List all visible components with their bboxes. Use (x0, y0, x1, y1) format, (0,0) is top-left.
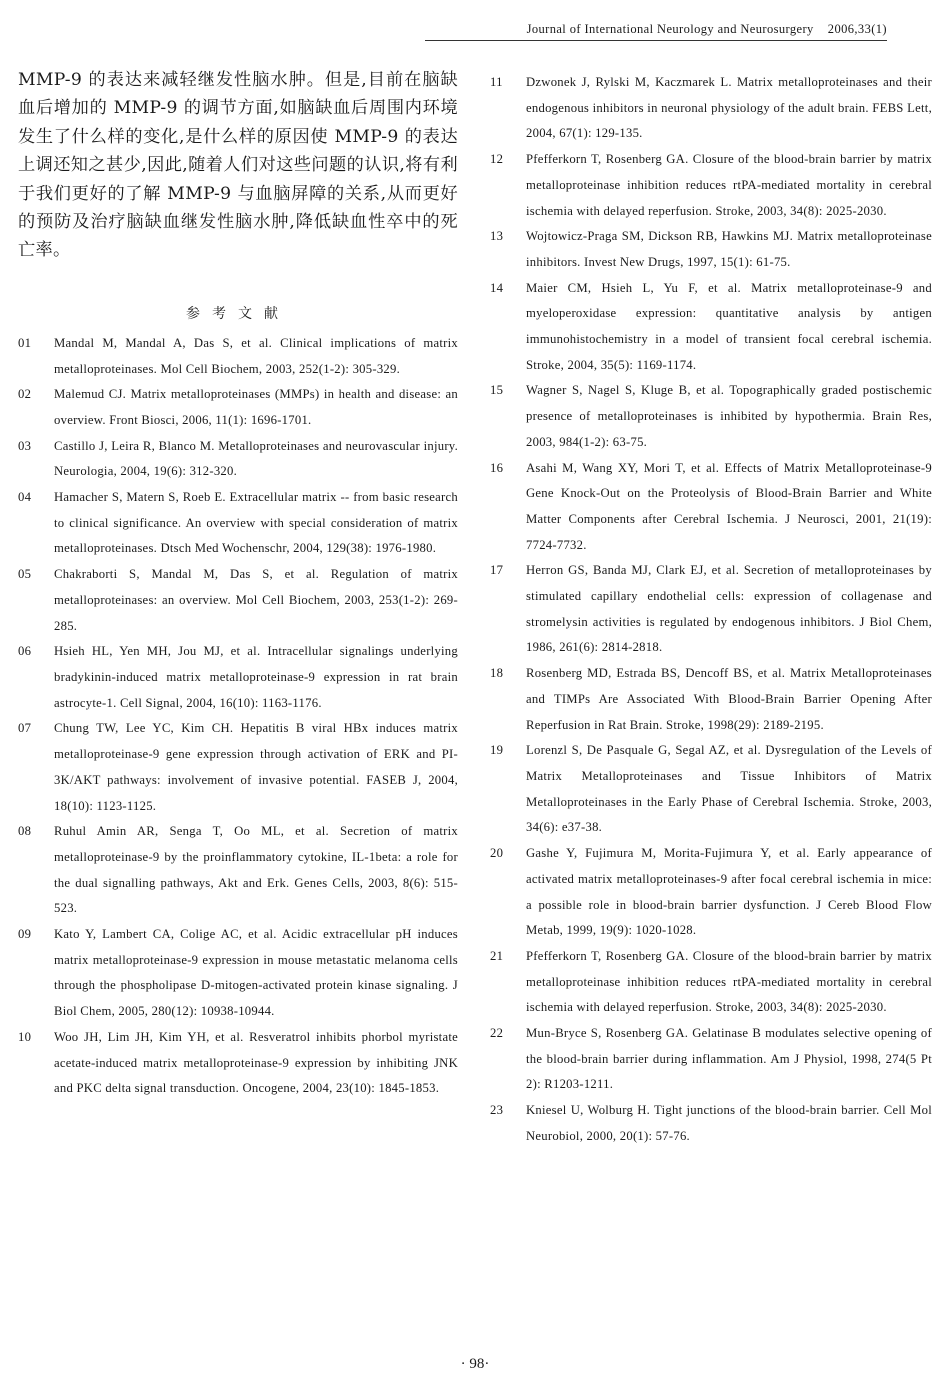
reference-text: Wojtowicz-Praga SM, Dickson RB, Hawkins MJ. Matrix metalloproteinase inhibitors. Invest New Drugs, 1997, 15(1): 61-75. (526, 229, 932, 269)
reference-item (18, 639, 458, 716)
reference-text: Chung TW, Lee YC, Kim CH. Hepatitis B viral HBx induces matrix metalloproteinase-9 gene expression through activation of ERK and PI-3K/AKT pathways: involvement of invasive potential. FASEB J, 2004, 18(10): 1123-1125. (54, 721, 458, 813)
page-number: · 98· (460, 1356, 490, 1372)
reference-item (490, 276, 932, 379)
reference-item (18, 331, 458, 382)
reference-text: Mun-Bryce S, Rosenberg GA. Gelatinase B modulates selective opening of the blood-brain barrier during inflammation. Am J Physiol, 1998, 274(5 Pt 2): R1203-1211. (526, 1026, 932, 1092)
reference-text: Kniesel U, Wolburg H. Tight junctions of the blood-brain barrier. Cell Mol Neurobiol, 2000, 20(1): 57-76. (526, 1103, 932, 1143)
reference-text: Gashe Y, Fujimura M, Morita-Fujimura Y, et al. Early appearance of activated matrix metalloproteinases-9 after focal cerebral ischemia in mice: a possible role in blood-brain barrier dysfunction. J Cereb Blood Flow Metab, 1999, 19(9): 1020-1028. (526, 846, 932, 938)
reference-item (18, 716, 458, 819)
reference-item (490, 944, 932, 1021)
reference-text: Lorenzl S, De Pasquale G, Segal AZ, et al. Dysregulation of the Levels of Matrix Metalloproteinases and Tissue Inhibitors of Matrix Metalloproteinases in the Early Phase of Cerebral Ischemia. Stroke, 2003, 34(6): e37-38. (526, 743, 932, 835)
reference-list-right (490, 70, 932, 1150)
reference-list-left (18, 331, 458, 1102)
reference-item (18, 562, 458, 639)
reference-text: Dzwonek J, Rylski M, Kaczmarek L. Matrix metalloproteinases and their endogenous inhibitors in neuronal physiology of the adult brain. FEBS Lett, 2004, 67(1): 129-135. (526, 75, 932, 141)
reference-number: 02 (18, 387, 32, 402)
reference-item (18, 819, 458, 922)
reference-text: Kato Y, Lambert CA, Colige AC, et al. Acidic extracellular pH induces matrix metalloproteinase-9 expression in mouse metastatic melanoma cells through the phospholipase D-mitogen-activated protein kinase signaling. J Biol Chem, 2005, 280(12): 10938-10944. (54, 927, 458, 1019)
reference-text: Herron GS, Banda MJ, Clark EJ, et al. Secretion of metalloproteinases by stimulated capillary endothelial cells: expression of collagenase and stromelysin activities is regulated by endogenous inhibitors. J Biol Chem, 1986, 261(6): 2814-2818. (526, 563, 932, 655)
reference-text: Chakraborti S, Mandal M, Das S, et al. Regulation of matrix metalloproteinases: an overview. Mol Cell Biochem, 2003, 253(1-2): 269-285. (54, 567, 458, 633)
reference-text: Pfefferkorn T, Rosenberg GA. Closure of the blood-brain barrier by matrix metalloproteinase inhibition reduces rtPA-mediated mortality in cerebral ischemia with delayed reperfusion. Stroke, 2003, 34(8): 2025-2030. (526, 948, 932, 1015)
reference-text: Hamacher S, Matern S, Roeb E. Extracellular matrix -- from basic research to clinical significance. An overview with special consideration of matrix metalloproteinases. Dtsch Med Wochenschr, 2004, 129(38): 1976-1980. (54, 490, 458, 556)
reference-text: Mandal M, Mandal A, Das S, et al. Clinical implications of matrix metalloproteinases. Mol Cell Biochem, 2003, 252(1-2): 305-329. (54, 335, 458, 376)
reference-item (490, 147, 932, 224)
intro-paragraph: MMP-9 的表达来减轻继发性脑水肿。但是,目前在脑缺血后增加的 MMP-9 的调节方面,如脑缺血后周围内环境发生了什么样的变化,是什么样的原因使 MMP-9 的表达上调还知之甚少,因此,随着人们对这些问题的认识,将有利于我们更好的了解 MMP-9 与血脑屏障的关系,从而更好的预防及治疗脑缺血继发性脑水肿,降低缺血性卒中的死亡率。 (18, 70, 458, 261)
reference-number: 16 (490, 460, 504, 475)
reference-number: 14 (490, 280, 504, 295)
reference-text: Castillo J, Leira R, Blanco M. Metalloproteinases and neurovascular injury. Neurologia, 2004, 19(6): 312-320. (54, 438, 458, 479)
reference-number: 17 (490, 563, 504, 578)
reference-item (490, 456, 932, 559)
reference-item (18, 1025, 458, 1102)
reference-item (490, 661, 932, 738)
reference-text: Rosenberg MD, Estrada BS, Dencoff BS, et al. Matrix Metalloproteinases and TIMPs Are Associated With Blood-Brain Barrier Opening After Reperfusion in Rat Brain. Stroke, 1998(29): 2189-2195. (526, 666, 932, 732)
reference-text: Woo JH, Lim JH, Kim YH, et al. Resveratrol inhibits phorbol myristate acetate-induced matrix metalloproteinase-9 expression by inhibiting JNK and PKC delta signal transduction. Oncogene, 2004, 23(10): 1845-1853. (54, 1029, 458, 1096)
reference-text: Malemud CJ. Matrix metalloproteinases (MMPs) in health and disease: an overview. Front Biosci, 2006, 11(1): 1696-1701. (54, 387, 458, 427)
running-header (425, 22, 887, 41)
reference-number: 10 (18, 1029, 32, 1044)
reference-item (490, 738, 932, 841)
references-heading: 参考文献 (186, 306, 290, 322)
reference-item (490, 378, 932, 455)
reference-text: Pfefferkorn T, Rosenberg GA. Closure of the blood-brain barrier by matrix metalloproteinase inhibition reduces rtPA-mediated mortality in cerebral ischemia with delayed reperfusion. Stroke, 2003, 34(8): 2025-2030. (526, 152, 932, 218)
reference-text: Ruhul Amin AR, Senga T, Oo ML, et al. Secretion of matrix metalloproteinase-9 by the proinflammatory cytokine, IL-1beta: a role for the dual signalling pathways, Akt and Erk. Genes Cells, 2003, 8(6): 515-523. (54, 824, 458, 916)
reference-number: 04 (18, 490, 32, 505)
reference-text: Hsieh HL, Yen MH, Jou MJ, et al. Intracellular signalings underlying bradykinin-induced matrix metalloproteinase-9 expression in rat brain astrocyte-1. Cell Signal, 2004, 16(10): 1163-1176. (54, 644, 458, 710)
reference-item (18, 485, 458, 562)
reference-item (18, 382, 458, 433)
reference-number: 20 (490, 846, 504, 861)
reference-number: 11 (490, 75, 503, 89)
reference-item (18, 434, 458, 485)
reference-item (490, 841, 932, 944)
reference-text: Wagner S, Nagel S, Kluge B, et al. Topographically graded postischemic presence of metalloproteinases is inhibited by hypothermia. Brain Res, 2003, 984(1-2): 63-75. (526, 383, 932, 449)
journal-issue: 2006,33(1) (827, 22, 887, 36)
reference-number: 09 (18, 927, 32, 942)
reference-number: 15 (490, 383, 504, 398)
reference-number: 05 (18, 567, 32, 582)
reference-text: Asahi M, Wang XY, Mori T, et al. Effects of Matrix Metalloproteinase-9 Gene Knock-Out on the Proteolysis of Blood-Brain Barrier and White Matter Components after Cerebral Ischemia. J Neurosci, 2001, 21(19): 7724-7732. (526, 460, 932, 552)
reference-number: 18 (490, 666, 504, 681)
reference-item (490, 224, 932, 275)
reference-number: 06 (18, 644, 32, 659)
reference-number: 01 (18, 335, 32, 350)
reference-text: Maier CM, Hsieh L, Yu F, et al. Matrix metalloproteinase-9 and myeloperoxidase expression: quantitative analysis by antigen immunohistochemistry in a model of transient focal cerebral ischemia. Stroke, 2004, 35(5): 1169-1174. (526, 280, 932, 372)
reference-number: 21 (490, 948, 504, 963)
reference-number: 13 (490, 229, 504, 244)
right-column (490, 70, 932, 1150)
reference-number: 12 (490, 152, 504, 167)
reference-item (490, 70, 932, 147)
reference-item (490, 1098, 932, 1149)
reference-number: 23 (490, 1103, 504, 1118)
reference-item (18, 922, 458, 1025)
left-column (18, 66, 458, 1102)
journal-name: Journal of International Neurology and Neurosurgery (526, 22, 814, 36)
reference-number: 08 (18, 824, 32, 839)
reference-number: 07 (18, 721, 32, 736)
reference-number: 03 (18, 438, 32, 453)
reference-number: 22 (490, 1026, 504, 1041)
reference-number: 19 (490, 743, 504, 758)
reference-item (490, 558, 932, 661)
reference-item (490, 1021, 932, 1098)
